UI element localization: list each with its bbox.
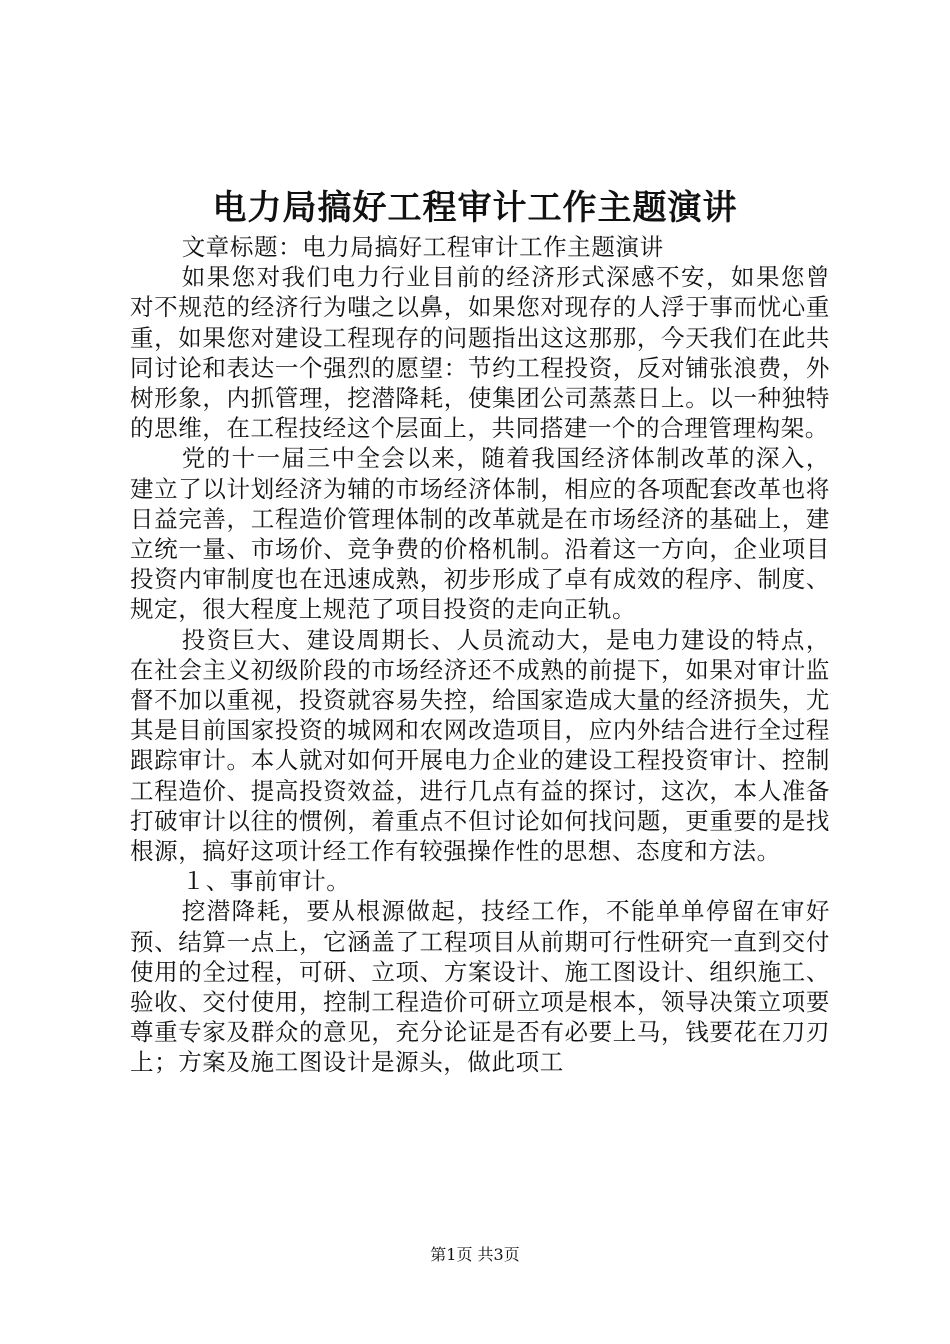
document-title: 电力局搞好工程审计工作主题演讲 (212, 188, 738, 228)
page-footer: 第1页 共3页 (430, 1245, 520, 1264)
paragraph: 投资巨大、建设周期长、人员流动大，是电力建设的特点，在社会主义初级阶段的市场经济还不成熟的前提下，如果对审计监督不加以重视，投资就容易失控，给国家造成大量的经济损失，尤其是目前国家投资的城网和农网改造项目，应内外结合进行全过程跟踪审计。本人就对如何开展电力企业的建设工程投资审计、控制工程造价、提高投资效益，进行几点有益的探讨，这次，本人准备打破审计以往的惯例，着重点不但讨论如何找问题，更重要的是找根源，搞好这项计经工作有较强操作性的思想、态度和方法。 (130, 625, 830, 866)
paragraph: 党的十一届三中全会以来，随着我国经济体制改革的深入，建立了以计划经济为辅的市场经济体制，相应的各项配套改革也将日益完善，工程造价管理体制的改革就是在市场经济的基础上，建立统一量、市场价、竞争费的价格机制。沿着这一方向，企业项目投资内审制度也在迅速成熟，初步形成了卓有成效的程序、制度、规定，很大程度上规范了项目投资的走向正轨。 (130, 444, 830, 624)
paragraph: 如果您对我们电力行业目前的经济形式深感不安，如果您曾对不规范的经济行为嗤之以鼻，如果您对现存的人浮于事而忧心重重，如果您对建设工程现存的问题指出这这那那，今天我们在此共同讨论和表达一个强烈的愿望：节约工程投资，反对铺张浪费，外树形象，内抓管理，挖潜降耗，使集团公司蒸蒸日上。以一种独特的思维，在工程技经这个层面上，共同搭建一个的合理管理构架。 (130, 263, 830, 443)
paragraph: 挖潜降耗，要从根源做起，技经工作，不能单单停留在审好预、结算一点上，它涵盖了工程项目从前期可行性研究一直到交付使用的全过程，可研、立项、方案设计、施工图设计、组织施工、验收、交付使用，控制工程造价可研立项是根本，领导决策立项要尊重专家及群众的意见，充分论证是否有必要上马，钱要花在刀刃上；方案及施工图设计是源头，做此项工 (130, 897, 830, 1077)
document-body (130, 232, 830, 1078)
section-heading: １、事前审计。 (181, 867, 351, 896)
paragraph-article-title: 文章标题：电力局搞好工程审计工作主题演讲 (181, 233, 664, 261)
